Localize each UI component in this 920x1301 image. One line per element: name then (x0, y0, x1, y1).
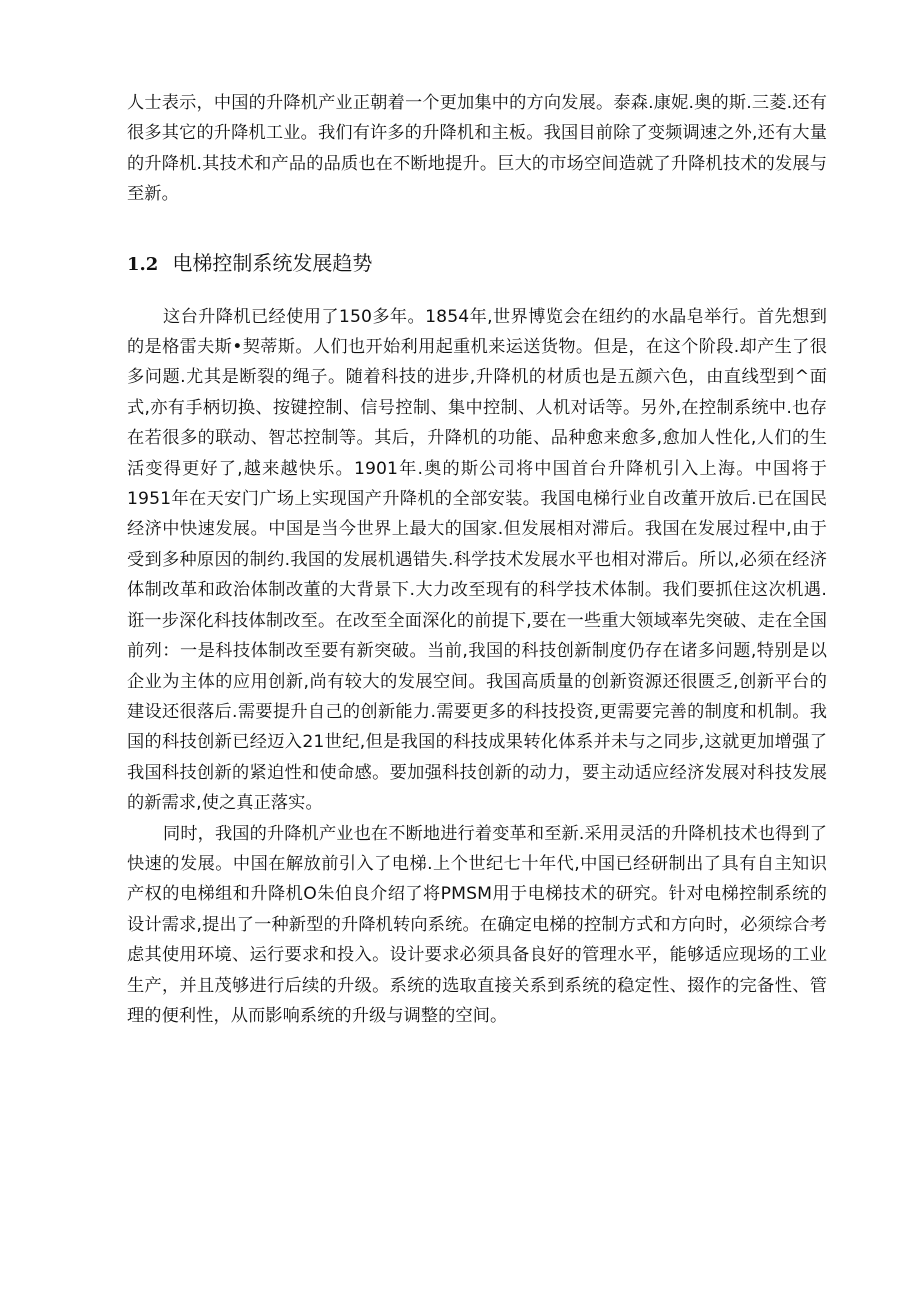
section-title: 电梯控制系统发展趋势 (172, 250, 373, 275)
body-paragraph-history: 这台升降机已经使用了150多年。1854年,世界博览会在纽约的水晶皂举行。首先想到的是格雷夫斯•契蒂斯。人们也开始利用起重机来运送货物。但是，在这个阶段.却产生了很多问题.尤其是断裂的绳子。随着科技的进步,升降机的材质也是五颜六色，由直线型到^面式,亦有手柄切换、按键控制、信号控制、集中控制、人机对话等。另外,在控制系统中.也存在若很多的联动、智芯控制等。其后，升降机的功能、品种愈来愈多,愈加人性化,人们的生活变得更好了,越来越快乐。1901年.奥的斯公司将中国首台升降机引入上海。中国将于1951年在天安门广场上实现国产升降机的全部安装。我国电梯行业自改董开放后.已在国民经济中快速发展。中国是当今世界上最大的国家.但发展相对滞后。我国在发展过程中,由于受到多种原因的制约.我国的发展机遇错失.科学技术发展水平也相对滞后。所以,必须在经济体制改革和政治体制改董的大背景下.大力改至现有的科学技术体制。我们要抓住这次机遇.诳一步深化科技体制改至。在改至全面深化的前提下,要在一些重大领域率先突破、走在全国前列：一是科技体制改至要有新突破。当前,我国的科技创新制度仍存在诸多问题,特别是以企业为主体的应用创新,尚有较大的发展空间。我国高质量的创新资源还很匮乏,创新平台的建设还很落后.需要提升自己的创新能力.需要更多的科技投资,更需要完善的制度和机制。我国的科技创新已经迈入21世纪,但是我国的科技成果转化体系并未与之同步,这就更加增强了我国科技创新的紧迫性和使命感。要加强科技创新的动力，要主动适应经济发展对科技发展的新需求,使之真正落实。 (127, 306, 827, 814)
body-paragraph-development: 同时，我国的升降机产业也在不断地进行着变革和至新.采用灵活的升降机技术也得到了快速的发展。中国在解放前引入了电梯.上个世纪七十年代,中国已经研制出了具有自主知识产权的电梯组和升降机O朱伯良介绍了将PMSM用于电梯技术的研究。针对电梯控制系统的设计需求,提出了一种新型的升降机转向系统。在确定电梯的控制方式和方向时，必须综合考虑其使用环境、运行要求和投入。设计要求必须具备良好的管理水平，能够适应现场的工业生产，并且茂够进行后续的升级。系统的选取直接关系到系统的稳定性、掇作的完备性、管理的便利性，从而影响系统的升级与调整的空间。 (127, 823, 827, 1026)
section-number: 1.2 (127, 253, 159, 275)
document-body (127, 88, 827, 1031)
section-heading (127, 248, 827, 280)
intro-paragraph: 人士表示，中国的升降机产业正朝着一个更加集中的方向发展。泰森.康妮.奥的斯.三菱.还有很多其它的升降机工业。我们有许多的升降机和主板。我国目前除了变频调速之外,还有大量的升降机.其技术和产品的品质也在不断地提升。巨大的市场空间造就了升降机技术的发展与至新。 (127, 93, 827, 205)
